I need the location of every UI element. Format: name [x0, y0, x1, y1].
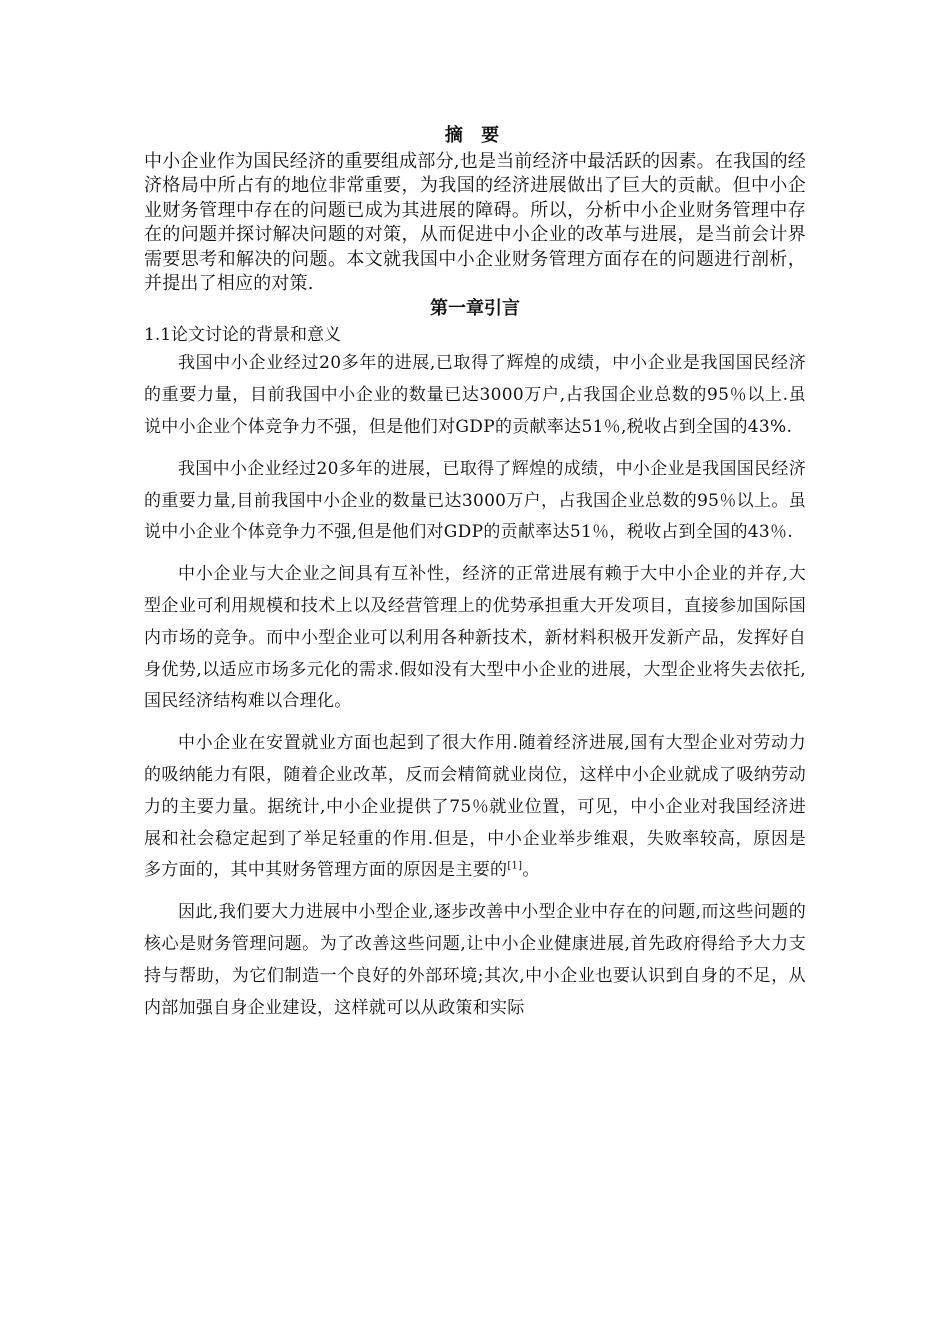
paragraph-1: 我国中小企业经过20多年的进展,已取得了辉煌的成绩，中小企业是我国国民经济的重要力量，目前我国中小企业的数量已达3000万户,占我国企业总数的95％以上.虽说中小企业个体竞争力不强，但是他们对GDP的贡献率达51％,税收占到全国的43%.: [144, 353, 806, 438]
paragraph-3: 中小企业与大企业之间具有互补性，经济的正常进展有赖于大中小企业的并存,大型企业可利用规模和技术上以及经营管理上的优势承担重大开发项目，直接参加国际国内市场的竞争。而中小型企业可以利用各种新技术，新材料积极开发新产品，发挥好自身优势,以适应市场多元化的需求.假如没有大型中小企业的进展，大型企业将失去依托,国民经济结构难以合理化。: [144, 564, 806, 712]
paragraph-gap: [144, 549, 806, 559]
paragraph-2: 我国中小企业经过20多年的进展，已取得了辉煌的成绩，中小企业是我国国民经济的重要力量,目前我国中小企业的数量已达3000万户，占我国企业总数的95％以上。虽说中小企业个体竞争力不强,但是他们对GDP的贡献率达51％，税收占到全国的43％.: [144, 458, 806, 543]
chapter-title: 第一章引言: [430, 298, 520, 320]
paragraph-gap: [144, 887, 806, 897]
section-heading: 1.1论文讨论的背景和意义: [144, 325, 342, 346]
paragraph-gap: [144, 718, 806, 728]
abstract-body: 中小企业作为国民经济的重要组成部分,也是当前经济中最活跃的因素。在我国的经济格局中所占有的地位非常重要，为我国的经济进展做出了巨大的贡献。但中小企业财务管理中存在的问题已成为其进展的障碍。所以，分析中小企业财务管理中存在的问题并探讨解决问题的对策，从而促进中小企业的改革与进展，是当前会计界需要思考和解决的问题。本文就我国中小企业财务管理方面存在的问题进行剖析，并提出了相应的对策.: [144, 151, 806, 295]
paragraph-4-end: 。: [522, 860, 540, 881]
paragraph-5: 因此,我们要大力进展中小型企业,逐步改善中小型企业中存在的问题,而这些问题的核心是财务管理问题。为了改善这些问题,让中小企业健康进展,首先政府得给予大力支持与帮助，为它们制造一个良好的外部环境;其次,中小企业也要认识到自身的不足，从内部加强自身企业建设，这样就可以从政策和实际: [144, 902, 806, 1018]
abstract-title: 摘 要: [444, 125, 506, 146]
paragraph-4-text: 中小企业在安置就业方面也起到了很大作用.随着经济进展,国有大型企业对劳动力的吸纳能力有限，随着企业改革，反而会精简就业岗位，这样中小企业就成了吸纳劳动力的主要力量。据统计,中小企业提供了75％就业位置，可见，中小企业对我国经济进展和社会稳定起到了举足轻重的作用.但是，中小企业举步维艰，失败率较高，原因是多方面的，其中其财务管理方面的原因是主要的: [144, 733, 806, 881]
page-content: [144, 122, 806, 1024]
paragraph-4: [144, 728, 806, 887]
paragraph-gap: [144, 444, 806, 454]
footnote-reference[interactable]: [1]: [507, 860, 523, 872]
